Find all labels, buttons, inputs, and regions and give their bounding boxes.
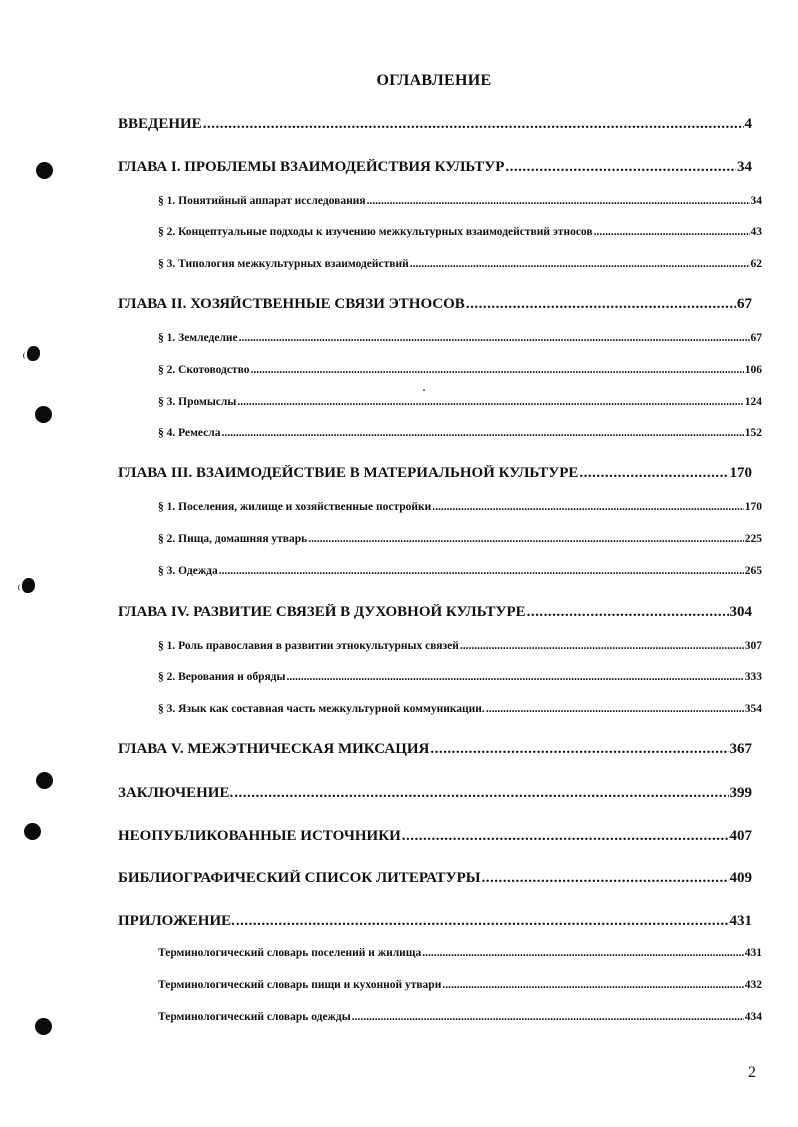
dot-leader (422, 947, 744, 959)
dot-leader (527, 604, 729, 621)
dot-leader (402, 828, 729, 845)
toc-entry-label: Терминологический словарь одежды (158, 1011, 351, 1023)
toc-entry-conclusion[interactable] (118, 785, 752, 802)
toc-entry-chapter-5[interactable] (118, 741, 752, 758)
toc-entry-page: 4 (744, 116, 752, 132)
toc-entry-section[interactable] (158, 226, 762, 238)
toc-entry-label: § 2. Верования и обряды (158, 671, 286, 683)
toc-entry-page: 152 (744, 427, 762, 439)
toc-entry-section[interactable] (158, 364, 762, 376)
toc-entry-label: ГЛАВА I. ПРОБЛЕМЫ ВЗАИМОДЕЙСТВИЯ КУЛЬТУР (118, 159, 505, 175)
dot-leader (367, 195, 750, 207)
toc-entry-page: 62 (750, 258, 762, 270)
toc-entry-section[interactable] (158, 671, 762, 683)
toc-entry-label: § 1. Земледелие (158, 332, 238, 344)
dot-leader (481, 870, 728, 887)
toc-entry-section[interactable] (158, 979, 762, 991)
toc-entry-page: 431 (744, 947, 762, 959)
toc-entry-section[interactable] (158, 533, 762, 545)
toc-entry-page: 367 (729, 741, 752, 757)
toc-entry-label: ГЛАВА II. ХОЗЯЙСТВЕННЫЕ СВЯЗИ ЭТНОСОВ (118, 296, 465, 312)
toc-entry-label: НЕОПУБЛИКОВАННЫЕ ИСТОЧНИКИ (118, 828, 401, 844)
dot-leader (430, 741, 728, 758)
toc-entry-label: Терминологический словарь поселений и жилища (158, 947, 422, 959)
toc-entry-section[interactable] (158, 396, 762, 408)
toc-entry-bibliography[interactable] (118, 870, 752, 887)
dot-leader (234, 785, 728, 802)
toc-entry-chapter-1[interactable] (118, 159, 752, 176)
dot-leader (352, 1011, 744, 1023)
toc-entry-page: 43 (750, 226, 762, 238)
toc-entry-label: § 3. Типология межкультурных взаимодействий (158, 258, 409, 270)
toc-entry-page: 265 (744, 565, 762, 577)
toc-entry-unpublished-sources[interactable] (118, 828, 752, 845)
toc-entry-label: ВВЕДЕНИЕ (118, 116, 202, 132)
dot-leader (203, 116, 744, 133)
toc-entry-section[interactable] (158, 501, 762, 513)
toc-entry-page: 67 (737, 296, 752, 312)
toc-entry-page: 106 (744, 364, 762, 376)
toc-entry-page: 354 (744, 703, 762, 715)
dot-leader (239, 332, 750, 344)
toc-entry-label: ЗАКЛЮЧЕНИЕ. (118, 785, 234, 801)
toc-entry-page: 431 (729, 913, 752, 929)
toc-entry-label: § 2. Пища, домашняя утварь (158, 533, 308, 545)
dot-leader (460, 640, 744, 652)
toc-entry-page: 432 (744, 979, 762, 991)
toc-entry-label: ПРИЛОЖЕНИЕ. (118, 913, 235, 929)
toc-entry-section[interactable] (158, 640, 762, 652)
dot-leader (222, 427, 744, 439)
dot-leader (466, 296, 736, 313)
toc-entry-page: 434 (744, 1011, 762, 1023)
punch-hole-mark (35, 1018, 52, 1035)
toc-entry-label: § 1. Роль православия в развитии этнокультурных связей (158, 640, 459, 652)
toc-entry-page: 170 (744, 501, 762, 513)
toc-entry-page: 399 (729, 785, 752, 801)
dot-leader (219, 565, 744, 577)
dot-leader (442, 979, 743, 991)
toc-entry-page: 67 (750, 332, 762, 344)
page-title: ОГЛАВЛЕНИЕ (376, 72, 492, 89)
toc-entry-chapter-4[interactable] (118, 604, 752, 621)
toc-entry-label: § 4. Ремесла (158, 427, 221, 439)
toc-entry-section[interactable] (158, 703, 762, 715)
toc-entry-page: 34 (737, 159, 752, 175)
toc-entry-label: ГЛАВА IV. РАЗВИТИЕ СВЯЗЕЙ В ДУХОВНОЙ КУЛЬТУРЕ (118, 604, 526, 620)
dot-leader (594, 226, 750, 238)
punch-hole-mark (24, 823, 41, 840)
toc-entry-label: § 1. Понятийный аппарат исследования (158, 195, 366, 207)
toc-entry-section[interactable] (158, 332, 762, 344)
toc-entry-page: 170 (729, 465, 752, 481)
toc-entry-label: ГЛАВА V. МЕЖЭТНИЧЕСКАЯ МИКСАЦИЯ (118, 741, 430, 757)
toc-entry-section[interactable] (158, 565, 762, 577)
toc-entry-section[interactable] (158, 195, 762, 207)
punch-hole-mark (35, 406, 52, 423)
dot-leader (505, 159, 736, 176)
dot-leader (486, 703, 744, 715)
toc-entry-label: ГЛАВА III. ВЗАИМОДЕЙСТВИЕ В МАТЕРИАЛЬНОЙ КУЛЬТУРЕ (118, 465, 579, 481)
toc-entry-page: 407 (729, 828, 752, 844)
toc-entry-section[interactable] (158, 427, 762, 439)
toc-entry-label: БИБЛИОГРАФИЧЕСКИЙ СПИСОК ЛИТЕРАТУРЫ (118, 870, 481, 886)
punch-hole-mark (22, 578, 35, 593)
toc-entry-page: 409 (729, 870, 752, 886)
toc-entry-page: 124 (744, 396, 762, 408)
toc-entry-introduction[interactable] (118, 116, 752, 133)
toc-entry-page: 333 (744, 671, 762, 683)
dot-leader (286, 671, 743, 683)
toc-entry-page: 225 (744, 533, 762, 545)
dot-leader (237, 396, 743, 408)
toc-entry-chapter-2[interactable] (118, 296, 752, 313)
page-number: 2 (748, 1064, 756, 1081)
punch-hole-mark (27, 346, 40, 361)
toc-entry-chapter-3[interactable] (118, 465, 752, 482)
dot-leader (250, 364, 743, 376)
toc-entry-label: Терминологический словарь пищи и кухонной утвари (158, 979, 442, 991)
toc-entry-label: § 3. Язык как составная часть межкультурной коммуникации. (158, 703, 485, 715)
dot-leader (579, 465, 728, 482)
toc-entry-label: § 1. Поселения, жилище и хозяйственные постройки (158, 501, 432, 513)
toc-entry-section[interactable] (158, 258, 762, 270)
toc-entry-page: 304 (729, 604, 752, 620)
dot-leader (410, 258, 750, 270)
toc-entry-label: § 3. Одежда (158, 565, 218, 577)
punch-hole-mark (36, 772, 53, 789)
toc-entry-label: § 2. Скотоводство (158, 364, 250, 376)
toc-entry-appendix[interactable] (118, 913, 752, 930)
toc-entry-page: 34 (750, 195, 762, 207)
dot-leader (308, 533, 744, 545)
dot-leader (236, 913, 729, 930)
toc-entry-page: 307 (744, 640, 762, 652)
punch-hole-mark (36, 162, 53, 179)
scan-speck (423, 389, 425, 391)
toc-entry-section[interactable] (158, 1011, 762, 1023)
toc-entry-section[interactable] (158, 947, 762, 959)
toc-entry-label: § 2. Концептуальные подходы к изучению межкультурных взаимодействий этносов (158, 226, 593, 238)
toc-entry-label: § 3. Промыслы (158, 396, 237, 408)
dot-leader (432, 501, 743, 513)
